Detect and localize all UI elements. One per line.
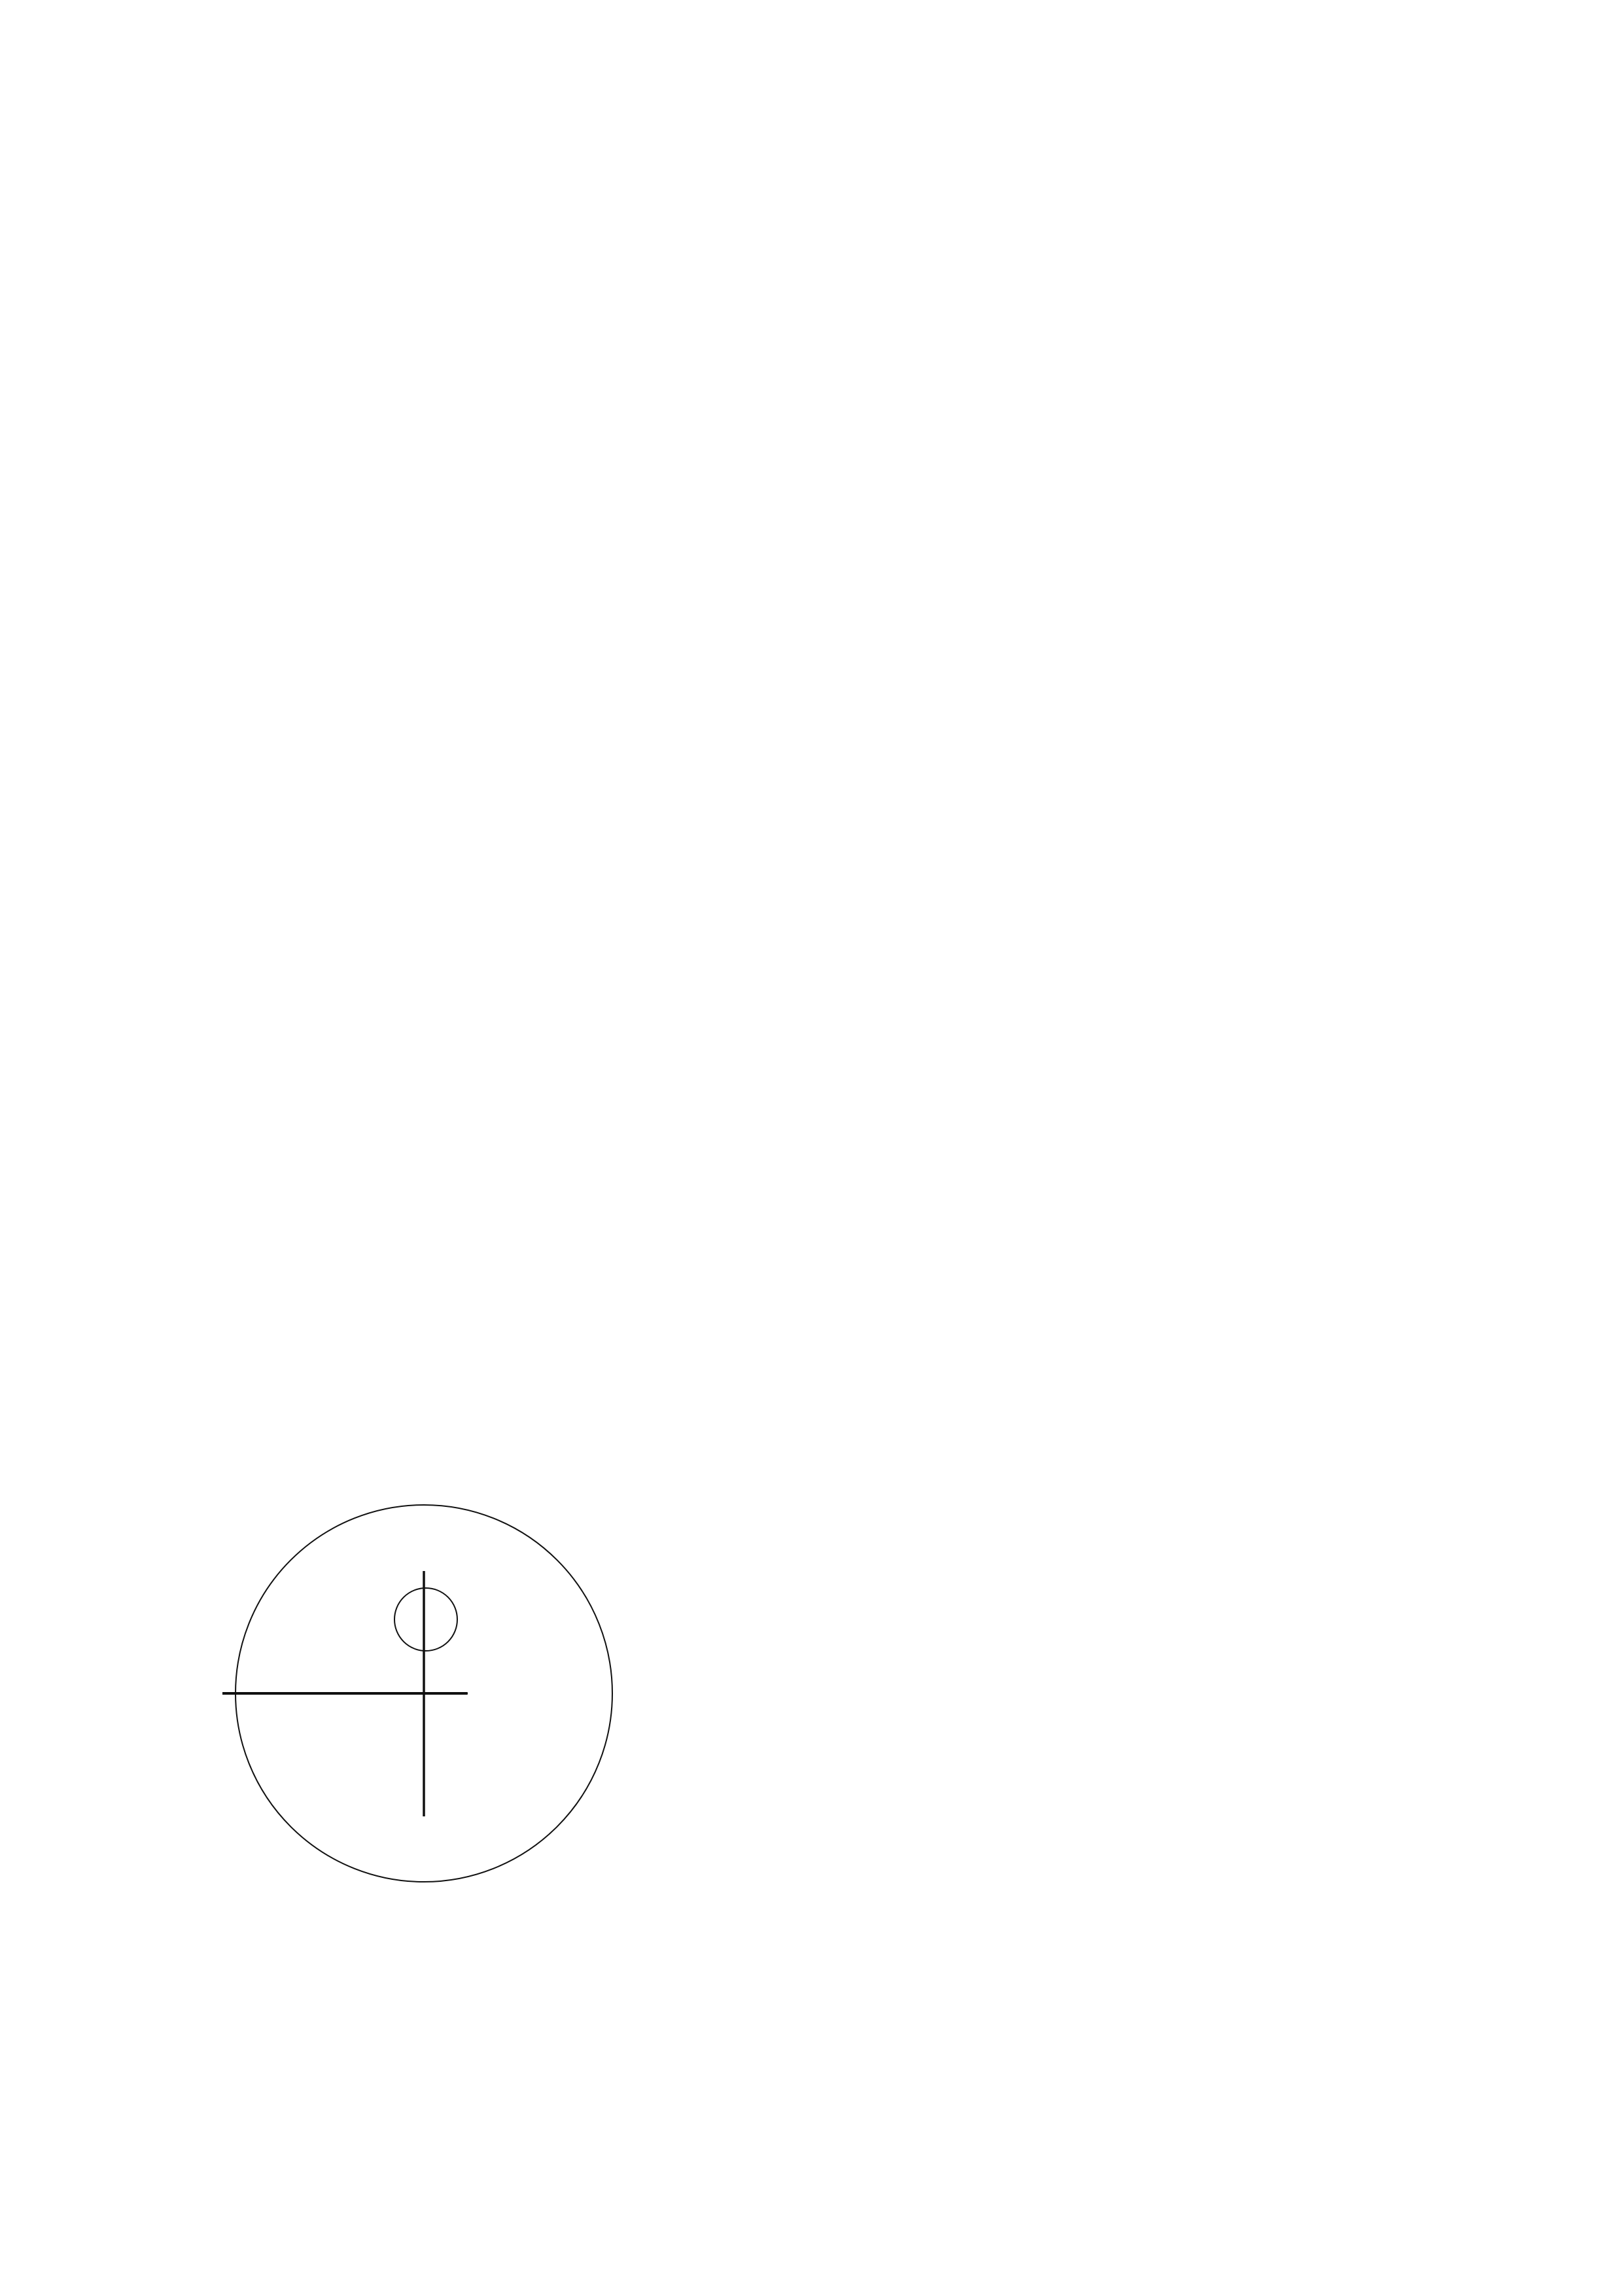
- figure-14-1-a: [222, 1505, 612, 1882]
- polaris-path-circle: [394, 1588, 457, 1651]
